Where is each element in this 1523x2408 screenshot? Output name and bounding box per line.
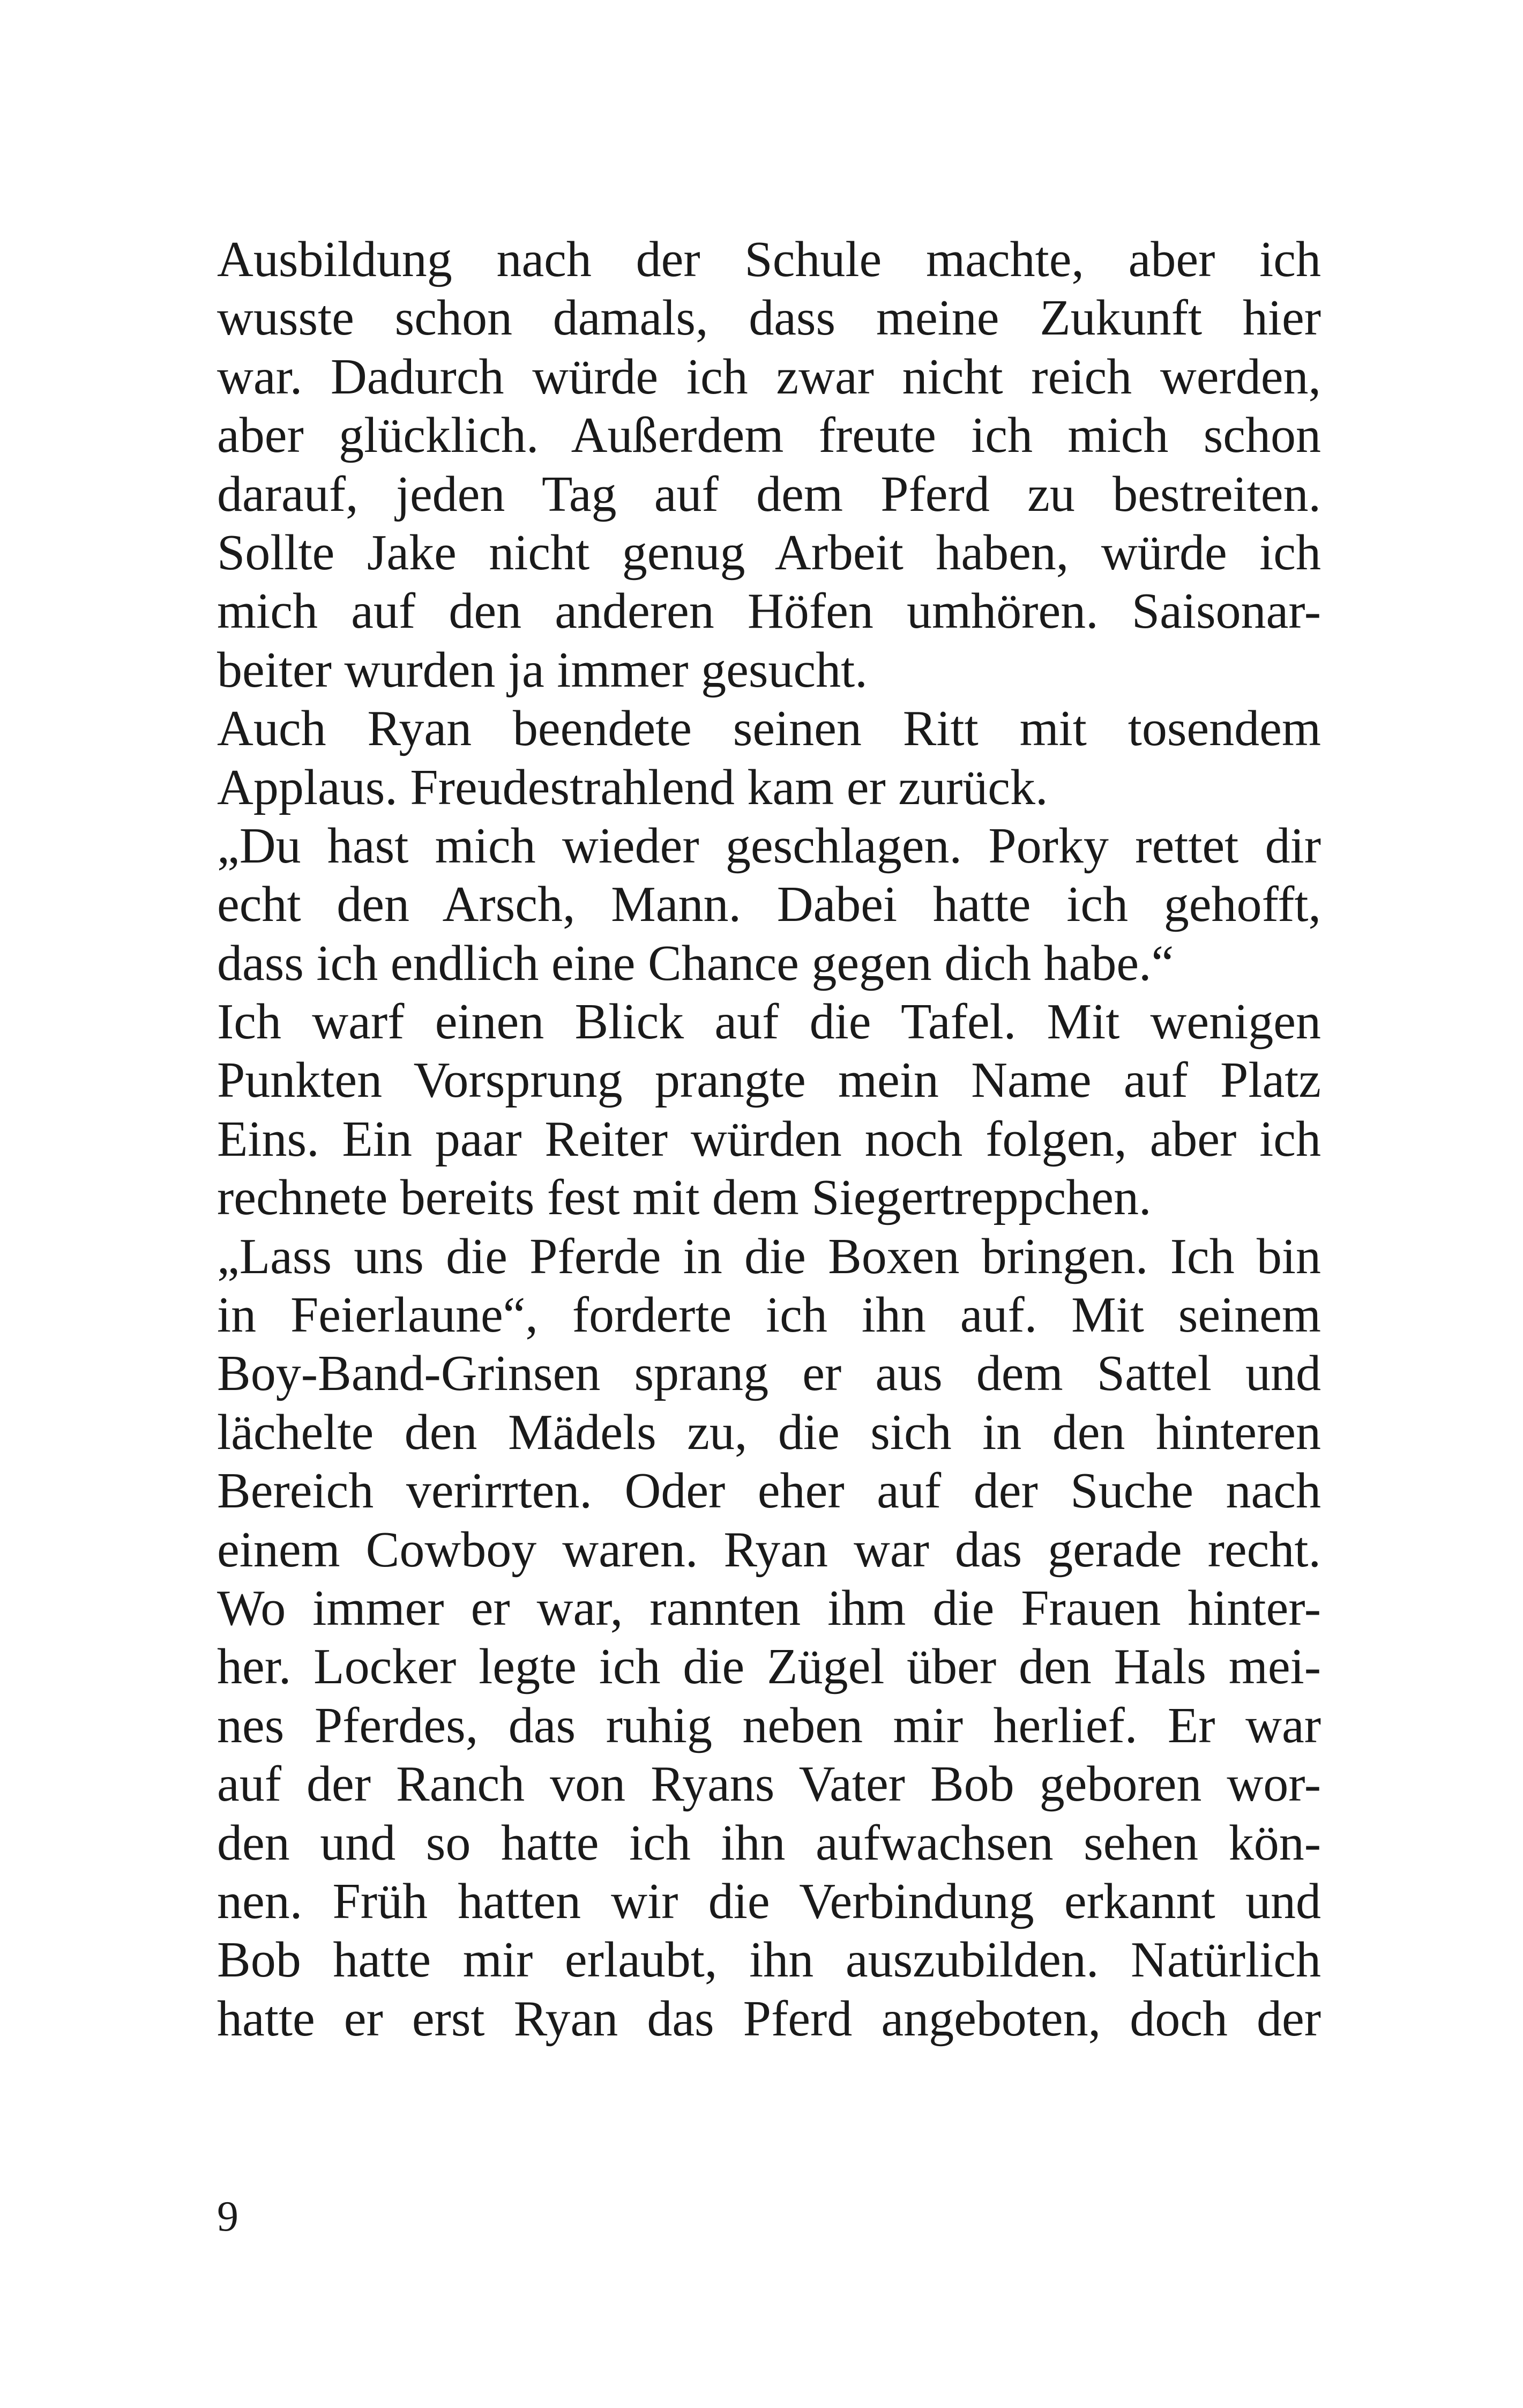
text-line: auf der Ranch von Ryans Vater Bob geboren wor- xyxy=(217,1756,1321,1812)
text-line: mich auf den anderen Höfen umhören. Saisonar- xyxy=(217,583,1321,640)
text-line: her. Locker legte ich die Zügel über den Hals mei- xyxy=(217,1639,1321,1695)
text-line: „Lass uns die Pferde in die Boxen bringen. Ich bin xyxy=(217,1228,1321,1284)
text-line: beiter wurden ja immer gesucht. xyxy=(217,642,868,698)
text-line: rechnete bereits fest mit dem Siegertreppchen. xyxy=(217,1170,1152,1226)
text-line: einem Cowboy waren. Ryan war das gerade recht. xyxy=(217,1521,1321,1578)
page-number: 9 xyxy=(217,2193,238,2240)
text-line: nes Pferdes, das ruhig neben mir herlief. Er war xyxy=(217,1697,1321,1753)
text-line: echt den Arsch, Mann. Dabei hatte ich gehofft, xyxy=(217,876,1321,933)
text-line: Wo immer er war, rannten ihm die Frauen hinter- xyxy=(217,1580,1321,1636)
text-line: Bob hatte mir erlaubt, ihn auszubilden. Natürlich xyxy=(217,1932,1321,1988)
body-text xyxy=(217,231,1321,2048)
text-line: dass ich endlich eine Chance gegen dich habe.“ xyxy=(217,935,1174,991)
text-line: Sollte Jake nicht genug Arbeit haben, würde ich xyxy=(217,524,1321,581)
text-line: Ausbildung nach der Schule machte, aber ich xyxy=(217,232,1321,287)
text-line: nen. Früh hatten wir die Verbindung erkannt und xyxy=(217,1873,1321,1929)
text-line: in Feierlaune“, forderte ich ihn auf. Mit seinem xyxy=(217,1287,1321,1343)
text-line: Ich warf einen Blick auf die Tafel. Mit wenigen xyxy=(217,994,1321,1050)
text-line: Eins. Ein paar Reiter würden noch folgen, aber ich xyxy=(217,1111,1321,1167)
text-line: Applaus. Freudestrahlend kam er zurück. xyxy=(217,759,1048,815)
text-line: den und so hatte ich ihn aufwachsen sehen kön- xyxy=(217,1815,1321,1871)
text-line: lächelte den Mädels zu, die sich in den hinteren xyxy=(217,1404,1321,1460)
text-line: Auch Ryan beendete seinen Ritt mit tosendem xyxy=(217,701,1321,757)
text-line: war. Dadurch würde ich zwar nicht reich werden, xyxy=(217,348,1321,405)
text-line: wusste schon damals, dass meine Zukunft hier xyxy=(217,290,1321,346)
text-line: „Du hast mich wieder geschlagen. Porky rettet dir xyxy=(217,817,1321,874)
text-line: darauf, jeden Tag auf dem Pferd zu bestreiten. xyxy=(217,466,1321,522)
text-line: Bereich verirrten. Oder eher auf der Suche nach xyxy=(217,1463,1321,1519)
text-line: aber glücklich. Außerdem freute ich mich schon xyxy=(217,407,1321,464)
text-line: hatte er erst Ryan das Pferd angeboten, doch der xyxy=(217,1990,1321,2047)
text-line: Boy-Band-Grinsen sprang er aus dem Sattel und xyxy=(217,1346,1321,1402)
text-line: Punkten Vorsprung prangte mein Name auf Platz xyxy=(217,1052,1321,1109)
